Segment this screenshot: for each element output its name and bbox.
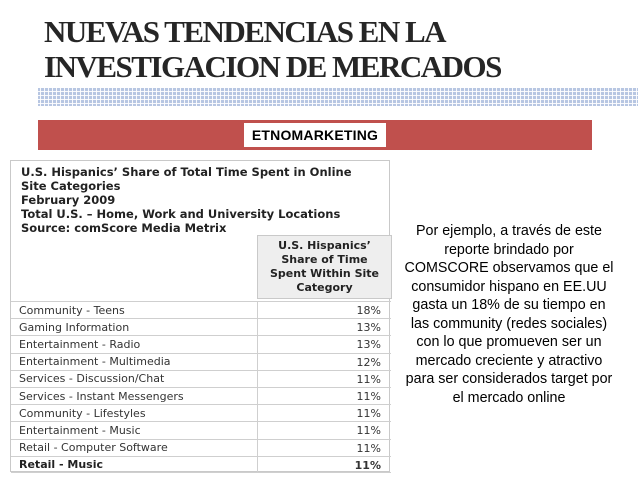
table-row	[11, 404, 391, 421]
table-heading-line: Source: comScore Media Metrix	[21, 221, 227, 235]
slide-body-text: Por ejemplo, a través de este reporte brindado por COMSCORE observamos que el consumidor hispano en EE.UU gasta un 18% de su tiempo en las community (redes sociales) con lo que promueven ser un mercado creciente y atractivo para ser considerados target por el mercado online	[404, 223, 614, 406]
table-row	[11, 335, 391, 352]
table-row	[11, 439, 391, 456]
table-heading-line: February 2009	[21, 193, 116, 207]
title-line-2: INVESTIGACION DE MERCADOS	[44, 49, 501, 84]
accent-strip-gap	[0, 88, 38, 106]
comscore-table	[10, 160, 390, 472]
table-row	[11, 370, 391, 387]
table-row	[11, 387, 391, 404]
table-body	[11, 301, 391, 473]
row-share: 12%	[257, 354, 387, 370]
slide-title	[44, 14, 604, 84]
row-category: Community - Teens	[19, 303, 125, 317]
row-category: Entertainment - Music	[19, 423, 141, 437]
row-category: Entertainment - Radio	[19, 337, 141, 351]
table-heading-line: U.S. Hispanics’ Share of Total Time Spent in Online	[21, 165, 352, 179]
table-heading	[21, 165, 381, 235]
table-heading-line: Site Categories	[21, 179, 121, 193]
table-row	[11, 318, 391, 335]
row-category: Services - Discussion/Chat	[19, 372, 165, 386]
row-category: Gaming Information	[19, 320, 130, 334]
table-row	[11, 301, 391, 318]
row-share: 13%	[257, 336, 387, 352]
banner-label: ETNOMARKETING	[244, 123, 386, 147]
row-share: 11%	[257, 457, 387, 472]
row-share: 11%	[257, 371, 387, 387]
row-category: Retail - Computer Software	[19, 441, 168, 455]
row-category: Retail - Music	[19, 457, 103, 471]
table-row	[11, 353, 391, 370]
row-category: Entertainment - Multimedia	[19, 355, 171, 369]
row-share: 11%	[257, 422, 387, 438]
title-line-1: NUEVAS TENDENCIAS EN LA	[44, 14, 446, 49]
table-row	[11, 421, 391, 438]
row-category: Services - Instant Messengers	[19, 389, 184, 403]
row-share: 11%	[257, 405, 387, 421]
table-heading-line: Total U.S. – Home, Work and University Locations	[21, 207, 341, 221]
table-row	[11, 456, 391, 473]
row-share: 11%	[257, 440, 387, 456]
section-banner	[38, 120, 592, 150]
accent-strip	[0, 88, 638, 106]
row-share: 18%	[257, 302, 387, 318]
column-header-share: U.S. Hispanics’ Share of Time Spent Within Site Category	[257, 235, 392, 299]
row-category: Community - Lifestyles	[19, 406, 146, 420]
row-share: 11%	[257, 388, 387, 404]
row-share: 13%	[257, 319, 387, 335]
